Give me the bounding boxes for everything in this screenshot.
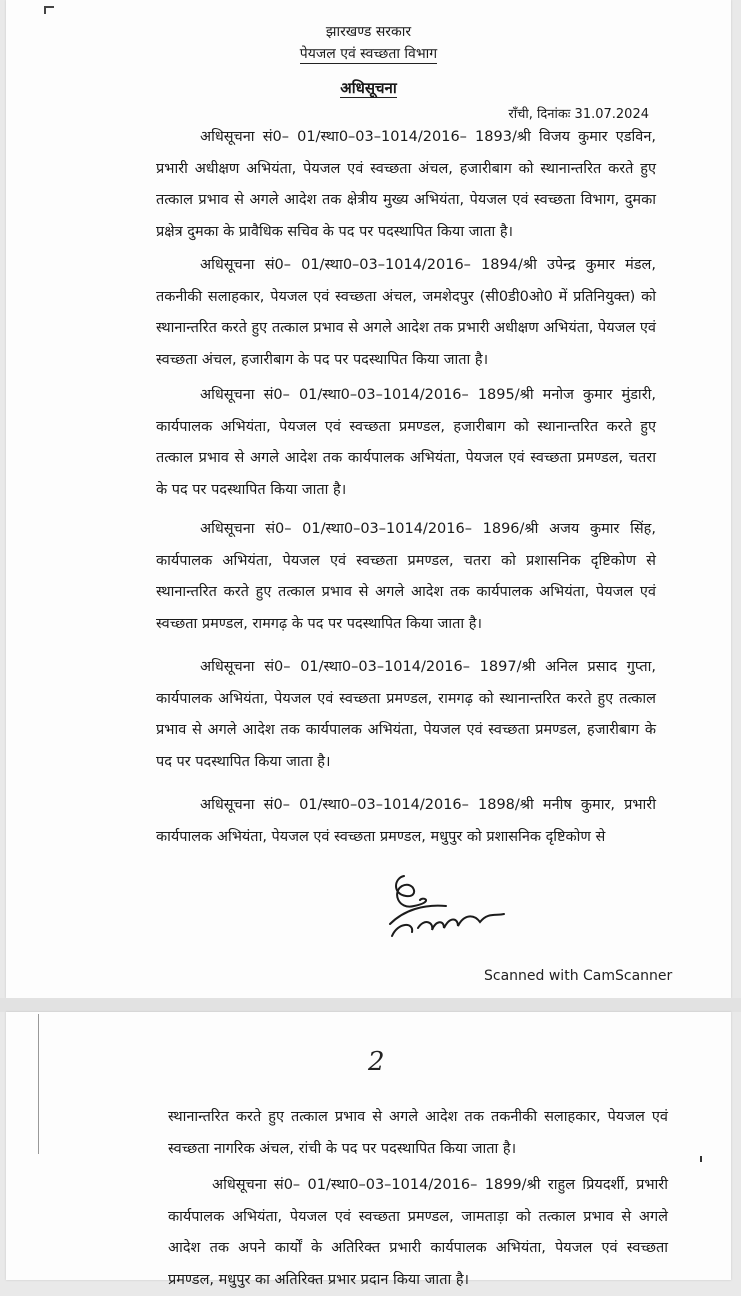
camscanner-watermark: Scanned with CamScanner	[484, 968, 673, 984]
notification-paragraph-1893: अधिसूचना सं0– 01/स्था0–03–1014/2016– 1893/श्री विजय कुमार एडविन, प्रभारी अधीक्षण अभियंता, पेयजल एवं स्वच्छता अंचल, हजारीबाग को स्थानान्तरित करते हुए तत्काल प्रभाव से अगले आदेश तक क्षेत्रीय मुख्य अभियंता, पेयजल एवं स्वच्छता विभाग, दुमका प्रक्षेत्र दुमका के प्रावैधिक सचिव के पद पर पदस्थापित किया जाता है।	[156, 129, 656, 240]
page-number-mark	[360, 1046, 410, 1076]
notification-paragraph-1898: अधिसूचना सं0– 01/स्था0–03–1014/2016– 1898/श्री मनीष कुमार, प्रभारी कार्यपालक अभियंता, पेयजल एवं स्वच्छता प्रमण्डल, मधुपुर को प्रशासनिक दृष्टिकोण से	[156, 797, 656, 845]
notification-paragraph-1895: अधिसूचना सं0– 01/स्था0–03–1014/2016– 1895/श्री मनोज कुमार मुंडारी, कार्यपालक अभियंता, पेयजल एवं स्वच्छता प्रमण्डल, हजारीबाग को स्थानान्तरित करते हुए तत्काल प्रभाव से अगले आदेश तक कार्यपालक अभियंता, पेयजल एवं स्वच्छता प्रमण्डल, चतरा के पद पर पदस्थापित किया जाता है।	[156, 387, 656, 498]
department-name	[6, 44, 731, 63]
notification-paragraph-1897: अधिसूचना सं0– 01/स्था0–03–1014/2016– 1897/श्री अनिल प्रसाद गुप्ता, कार्यपालक अभियंता, पेयजल एवं स्वच्छता प्रमण्डल, रामगढ़ को स्थानान्तरित करते हुए तत्काल प्रभाव से अगले आदेश तक कार्यपालक अभियंता, पेयजल एवं स्वच्छता प्रमण्डल, हजारीबाग के पद पर पदस्थापित किया जाता है।	[156, 659, 656, 770]
page-gap	[0, 998, 741, 1012]
government-name: झारखण्ड सरकार	[325, 24, 412, 40]
notification-paragraph-1894: अधिसूचना सं0– 01/स्था0–03–1014/2016– 1894/श्री उपेन्द्र कुमार मंडल, तकनीकी सलाहकार, पेयजल एवं स्वच्छता अंचल, जमशेदपुर (सी0डी0ओ0 में प्रतिनियुक्त) को स्थानान्तरित करते हुए तत्काल प्रभाव से अगले आदेश तक प्रभारी अधीक्षण अभियंता, पेयजल एवं स्वच्छता अंचल, हजारीबाग के पद पर पदस्थापित किया जाता है।	[156, 257, 656, 368]
notification-paragraph-1896: अधिसूचना सं0– 01/स्था0–03–1014/2016– 1896/श्री अजय कुमार सिंह, कार्यपालक अभियंता, पेयजल एवं स्वच्छता प्रमण्डल, चतरा को प्रशासनिक दृष्टिकोण से स्थानान्तरित करते हुए तत्काल प्रभाव से अगले आदेश तक कार्यपालक अभियंता, पेयजल एवं स्वच्छता प्रमण्डल, रामगढ़ के पद पर पदस्थापित किया जाता है।	[156, 521, 656, 632]
notification-paragraph-1899: अधिसूचना सं0– 01/स्था0–03–1014/2016– 1899/श्री राहुल प्रियदर्शी, प्रभारी कार्यपालक अभियंता, पेयजल एवं स्वच्छता प्रमण्डल, जामताड़ा को तत्काल प्रभाव से अगले आदेश तक अपने कार्यों के अतिरिक्त प्रभारी कार्यपालक अभियंता, पेयजल एवं स्वच्छता प्रमण्डल, मधुपुर का अतिरिक्त प्रभार प्रदान किया जाता है।	[168, 1177, 668, 1288]
staple-mark	[44, 6, 54, 14]
department-name-text: पेयजल एवं स्वच्छता विभाग	[299, 46, 438, 62]
notification-title	[6, 78, 731, 98]
notification-title-text: अधिसूचना	[340, 79, 397, 97]
notification-paragraph-1898-continued: स्थानान्तरित करते हुए तत्काल प्रभाव से अगले आदेश तक तकनीकी सलाहकार, पेयजल एवं स्वच्छता नागरिक अंचल, रांची के पद पर पदस्थापित किया जाता है।	[168, 1109, 668, 1157]
scan-speck	[700, 1156, 702, 1162]
signature-image	[384, 866, 514, 946]
document-page-2	[6, 1012, 731, 1288]
page-number-text: 2	[368, 1047, 385, 1076]
margin-line	[38, 1014, 39, 1154]
document-page-1	[6, 0, 731, 998]
place-date: राँची, दिनांकः 31.07.2024	[508, 107, 649, 122]
